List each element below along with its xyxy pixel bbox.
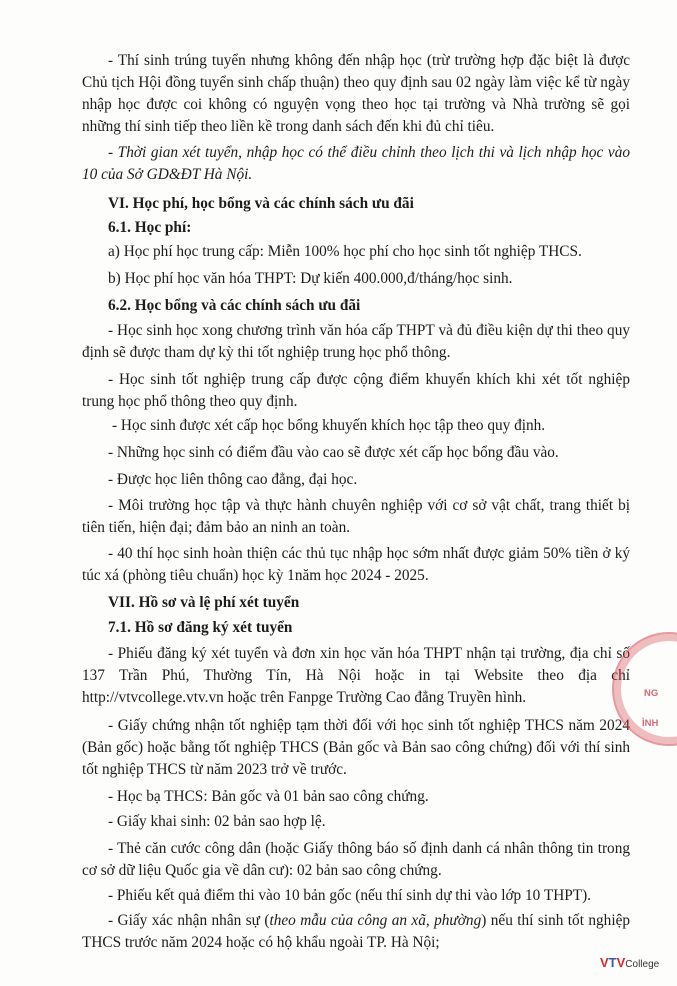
heading-6-1: 6.1. Học phí:	[108, 219, 192, 236]
stamp-text-2: ÌNH	[642, 718, 659, 729]
paragraph-dorm-discount: - 40 thí học sinh hoàn thiện các thủ tục nhập học sớm nhất được giảm 50% tiền ở ký túc xá (phòng tiêu chuẩn) học kỳ 1năm học 2024 - 2025.	[82, 545, 630, 584]
paragraph-transfer: - Được học liên thông cao đẳng, đại học.	[108, 471, 358, 488]
heading-7-1: 7.1. Hồ sơ đăng ký xét tuyển	[108, 619, 293, 636]
vtv-college-logo	[600, 955, 659, 970]
heading-section-vii: VII. Hồ sơ và lệ phí xét tuyển	[108, 594, 300, 611]
paragraph-application-form: - Phiếu đăng ký xét tuyển và đơn xin học văn hóa THPT nhận tại trường, địa chỉ số 137 Trần Phú, Thường Tín, Hà Nội hoặc in tại Website theo địa chỉ http://vtvcollege.vtv.vn hoặc trên Fanpge Trường Cao đẳng Truyền hình.	[82, 645, 630, 706]
paragraph-schedule-note: - Thời gian xét tuyển, nhập học có thể điều chỉnh theo lịch thi và lịch nhập học vào 10 của Sở GD&ĐT Hà Nội.	[82, 144, 630, 183]
paragraph-graduation-certificate: - Giấy chứng nhận tốt nghiệp tạm thời đối với học sinh tốt nghiệp THCS năm 2024 (Bản gốc) hoặc bằng tốt nghiệp THCS (Bản gốc và Bản sao công chứng) đối với thí sinh tốt nghiệp THCS từ năm 2023 trở về trước.	[82, 717, 630, 778]
paragraph-graduation-exam: - Học sinh học xong chương trình văn hóa cấp THPT và đủ điều kiện dự thi theo quy định sẽ được tham dự kỳ thi tốt nghiệp trung học phổ thông.	[82, 322, 630, 361]
paragraph-entrance-scholarship: - Những học sinh có điểm đầu vào cao sẽ được xét cấp học bổng đầu vào.	[108, 444, 559, 461]
text-segment: ) nếu thí sinh tốt nghiệp THCS trước năm 2024 hoặc có hộ khẩu ngoài TP. Hà Nội;	[82, 912, 631, 951]
paragraph-bonus-points: - Học sinh tốt nghiệp trung cấp được cộng điểm khuyến khích khi xét tốt nghiệp trung học phổ thông theo quy định.	[82, 371, 630, 410]
paragraph-scholarship: - Học sinh được xét cấp học bổng khuyến khích học tập theo quy định.	[112, 417, 546, 434]
stamp-text-1: NG	[644, 688, 659, 699]
paragraph-personnel-confirmation	[82, 910, 630, 954]
paragraph-no-show-students: - Thí sinh trúng tuyển nhưng không đến nhập học (trừ trường hợp đặc biệt là được Chủ tịch Hội đồng tuyển sinh chấp thuận) theo quy định sau 02 ngày làm việc kể từ ngày nhập học được coi không có nguyện vọng theo học tại trường và Nhà trường sẽ gọi những thí sinh tiếp theo liền kề trong danh sách đến khi đủ chỉ tiêu.	[82, 52, 630, 135]
text-segment-italic: theo mẫu của công an xã, phường	[269, 912, 482, 929]
text-segment: - Giấy xác nhận nhân sự (	[108, 912, 270, 929]
paragraph-birth-certificate: - Giấy khai sinh: 02 bản sao hợp lệ.	[108, 813, 326, 830]
paragraph-environment: - Môi trường học tập và thực hành chuyên nghiệp với cơ sở vật chất, trang thiết bị tiên tiến, hiện đại; đảm bảo an ninh an toàn.	[82, 497, 630, 536]
logo-letter: T	[608, 955, 617, 970]
heading-section-vi: VI. Học phí, học bổng và các chính sách ưu đãi	[108, 195, 414, 212]
logo-college-text: College	[625, 959, 660, 970]
paragraph-tuition-intermediate: a) Học phí học trung cấp: Miễn 100% học phí cho học sinh tốt nghiệp THCS.	[108, 243, 582, 260]
paragraph-transcript: - Học bạ THCS: Bản gốc và 01 bản sao công chứng.	[108, 788, 429, 805]
paragraph-tuition-high-school: b) Học phí học văn hóa THPT: Dự kiến 400.000,đ/tháng/học sinh.	[108, 270, 513, 287]
paragraph-exam-results: - Phiếu kết quả điểm thi vào 10 bản gốc (nếu thí sinh dự thi vào lớp 10 THPT).	[108, 887, 592, 904]
paragraph-id-card: - Thẻ căn cước công dân (hoặc Giấy thông báo số định danh cá nhân thông tin trong cơ sở dữ liệu Quốc gia về dân cư): 02 bản sao công chứng.	[82, 840, 630, 879]
logo-letter: V	[600, 955, 609, 970]
logo-letter: V	[616, 955, 626, 970]
heading-6-2: 6.2. Học bổng và các chính sách ưu đãi	[108, 297, 361, 314]
